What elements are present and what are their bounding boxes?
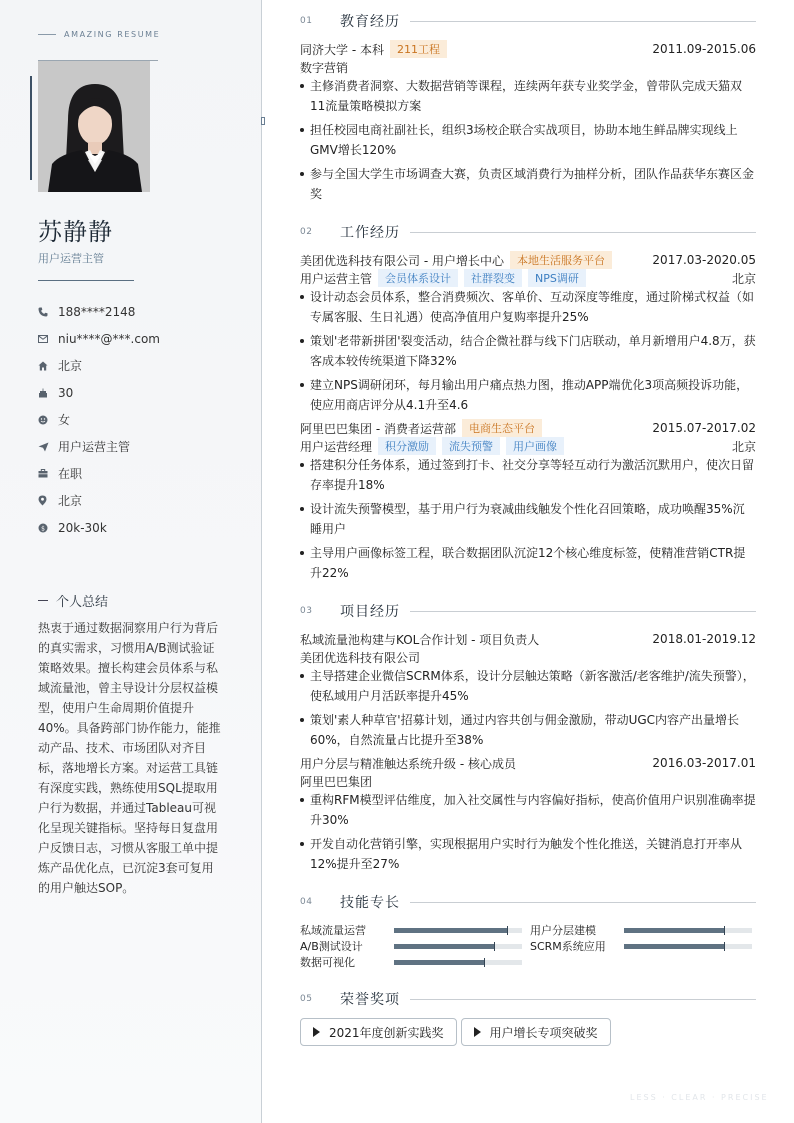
person-name: 苏静静 — [38, 218, 113, 246]
role-name: 用户运营主管 — [300, 271, 373, 286]
skill-bar-cap — [724, 926, 725, 935]
skill-bar — [394, 960, 522, 965]
summary-heading — [38, 591, 108, 610]
section-honors-header — [300, 989, 756, 1009]
profile-photo — [38, 60, 150, 192]
project-org: 美团优选科技有限公司 — [300, 651, 421, 665]
send-icon — [38, 442, 58, 452]
work-1-header-row — [300, 251, 756, 269]
skill-bar — [394, 928, 522, 933]
award-label: 2021年度创新实践奖 — [329, 1025, 444, 1040]
contact-info-list — [38, 298, 160, 541]
work-1-role-row — [300, 269, 756, 287]
skill-name: 用户分层建模 — [530, 924, 596, 937]
major: 数字营销 — [300, 61, 349, 75]
skill-item — [530, 938, 606, 954]
work-2-header-row — [300, 419, 756, 437]
company-name: 阿里巴巴集团 - 消费者运营部 — [300, 421, 456, 436]
phone-text[interactable]: 188****2148 — [58, 304, 136, 319]
info-home — [38, 352, 160, 379]
section-number: 04 — [300, 897, 313, 907]
footer-tagline: LESS · CLEAR · PRECISE — [630, 1093, 769, 1102]
skill-tag: NPS调研 — [528, 269, 586, 287]
skill-tag: 用户画像 — [506, 437, 564, 455]
work-1-bullets — [300, 287, 756, 419]
project-1-bullets — [300, 666, 756, 754]
project-2-bullets — [300, 790, 756, 878]
company-tag: 本地生活服务平台 — [510, 251, 612, 269]
list-item: 开发自动化营销引擎，实现根据用户实时行为触发个性化推送，关键消息打开率从12%提升至27% — [300, 834, 756, 874]
role-name: 用户运营经理 — [300, 439, 373, 454]
section-education-header — [300, 11, 756, 31]
salary-text: 20k-30k — [58, 520, 107, 535]
skill-item — [530, 922, 596, 938]
skill-item — [300, 938, 363, 954]
divider — [38, 280, 134, 281]
section-rule — [410, 232, 756, 233]
education-bullets — [300, 76, 756, 208]
play-triangle-icon — [313, 1027, 320, 1037]
photo-accent-bar — [30, 76, 32, 180]
list-item: 主导用户画像标签工程，联合数据团队沉淀12个核心维度标签，使精准营销CTR提升22% — [300, 543, 756, 583]
list-item: 参与全国大学生市场调查大赛，负责区域消费行为抽样分析，团队作品获华东赛区金奖 — [300, 164, 756, 204]
project-name: 用户分层与精准触达系统升级 - 核心成员 — [300, 756, 516, 771]
portrait-illustration — [38, 60, 150, 192]
list-item: 主导搭建企业微信SCRM体系，设计分层触达策略（新客激活/老客维护/流失预警），使私域用户月活跃率提升45% — [300, 666, 756, 706]
work-city: 北京 — [731, 271, 756, 286]
work-date: 2017.03-2020.05 — [652, 253, 756, 267]
skill-bar-fill — [624, 944, 724, 949]
photo-frame — [38, 60, 150, 192]
summary-text: 热衷于通过数据洞察用户行为背后的真实需求，习惯用A/B测试验证策略效果。擅长构建会员体系与私域流量池，曾主导设计分层权益模型，使用户生命周期价值提升40%。具备跨部门协作能力，能推动产品、技术、市场团队对齐目标，落地增长方案。对运营工具链有深度实践，熟练使用SQL提取用户行为数据，并通过Tableau可视化呈现关键指标。坚持每日复盘用户反馈日志，习惯从客服工单中提炼产品优化点，已沉淀3套可复用的用户触达SOP。 — [38, 621, 221, 895]
divider-marker — [261, 117, 265, 125]
skill-bar-fill — [624, 928, 724, 933]
email-text[interactable]: niu****@***.com — [58, 331, 160, 346]
education-date: 2011.09-2015.06 — [652, 42, 756, 56]
cake-icon — [38, 388, 58, 398]
section-number: 02 — [300, 227, 313, 237]
info-age — [38, 379, 160, 406]
section-number: 05 — [300, 994, 313, 1004]
info-target-role — [38, 433, 160, 460]
list-item: 重构RFM模型评估维度，加入社交属性与内容偏好指标，使高价值用户识别准确率提升30% — [300, 790, 756, 830]
briefcase-icon — [38, 469, 58, 478]
job-title: 用户运营主管 — [38, 252, 104, 265]
school-name: 同济大学 - 本科 — [300, 42, 384, 57]
company-name: 美团优选科技有限公司 - 用户增长中心 — [300, 253, 504, 268]
awards-list — [300, 1018, 611, 1046]
skill-tag: 会员体系设计 — [378, 269, 458, 287]
list-item: 搭建积分任务体系，通过签到打卡、社交分享等轻互动行为激活沉默用户，使次日留存率提升18% — [300, 455, 756, 495]
skill-bar — [624, 928, 752, 933]
list-item: 策划'老带新拼团'裂变活动，结合企微社群与线下门店联动，单月新增用户4.8万，获客成本较传统渠道下降32% — [300, 331, 756, 371]
summary-dash — [38, 600, 48, 601]
project-org: 阿里巴巴集团 — [300, 775, 373, 789]
project-name: 私域流量池构建与KOL合作计划 - 项目负责人 — [300, 632, 540, 647]
award-badge — [300, 1018, 457, 1046]
summary-title-text: 个人总结 — [56, 595, 109, 610]
section-rule — [410, 902, 756, 903]
section-number: 01 — [300, 16, 313, 26]
section-work-header — [300, 222, 756, 242]
project-1-header-row — [300, 630, 756, 648]
info-email — [38, 325, 160, 352]
photo-top-line — [38, 60, 158, 61]
phone-icon — [38, 307, 58, 317]
info-phone — [38, 298, 160, 325]
skill-tag: 积分激励 — [378, 437, 436, 455]
project-2-header-row — [300, 754, 756, 772]
location-text: 北京 — [58, 494, 83, 508]
section-project-header — [300, 601, 756, 621]
info-salary — [38, 514, 160, 541]
home-icon — [38, 361, 58, 371]
age-text: 30 — [58, 385, 74, 400]
skill-bar-fill — [394, 928, 507, 933]
play-triangle-icon — [474, 1027, 481, 1037]
brand-line — [38, 34, 56, 35]
skill-name: 数据可视化 — [300, 956, 355, 969]
location-pin-icon — [38, 495, 58, 506]
award-label: 用户增长专项突破奖 — [489, 1025, 598, 1040]
section-title: 项目经历 — [340, 604, 400, 620]
skill-tag: 社群裂变 — [464, 269, 522, 287]
education-header-row — [300, 40, 756, 58]
company-tag: 电商生态平台 — [462, 419, 542, 437]
skill-name: A/B测试设计 — [300, 940, 363, 953]
list-item: 担任校园电商社副社长，组织3场校企联合实战项目，协助本地生鲜品牌实现线上GMV增长120% — [300, 120, 756, 160]
list-item: 建立NPS调研闭环，每月输出用户痛点热力图，推动APP端优化3项高频投诉功能，使应用商店评分从4.1升至4.6 — [300, 375, 756, 415]
skill-bar-cap — [507, 926, 508, 935]
money-icon — [38, 523, 58, 533]
list-item: 策划'素人种草官'招募计划，通过内容共创与佣金激励，带动UGC内容产出量增长60%，自然流量占比提升至38% — [300, 710, 756, 750]
work-2-role-row — [300, 437, 756, 455]
brand-text: AMAZING RESUME — [64, 30, 161, 39]
list-item: 设计流失预警模型，基于用户行为衰减曲线触发个性化召回策略，成功唤醒35%沉睡用户 — [300, 499, 756, 539]
skill-bar-cap — [494, 942, 495, 951]
section-title: 教育经历 — [340, 14, 400, 30]
work-date: 2015.07-2017.02 — [652, 421, 756, 435]
work-city: 北京 — [731, 439, 756, 454]
skill-bar — [394, 944, 522, 949]
info-gender — [38, 406, 160, 433]
gender-text: 女 — [58, 413, 71, 427]
section-title: 工作经历 — [340, 225, 400, 241]
section-rule — [410, 21, 756, 22]
skill-bar-fill — [394, 960, 484, 965]
skill-name: 私域流量运营 — [300, 924, 366, 937]
target-role-text: 用户运营主管 — [58, 440, 131, 454]
info-location — [38, 487, 160, 514]
skill-bar — [624, 944, 752, 949]
school-tag: 211工程 — [390, 40, 447, 58]
smile-icon — [38, 415, 58, 425]
project-date: 2018.01-2019.12 — [652, 632, 756, 646]
skill-bar-fill — [394, 944, 494, 949]
section-number: 03 — [300, 606, 313, 616]
skill-item — [300, 954, 355, 970]
brand — [38, 30, 160, 39]
mail-icon — [38, 335, 58, 343]
award-badge — [461, 1018, 611, 1046]
skill-bar-cap — [724, 942, 725, 951]
svg-text:$: $ — [41, 524, 45, 532]
home-text: 北京 — [58, 359, 83, 373]
section-rule — [410, 611, 756, 612]
section-rule — [410, 999, 756, 1000]
section-title: 荣誉奖项 — [340, 992, 400, 1008]
skill-name: SCRM系统应用 — [530, 940, 606, 953]
work-2-bullets — [300, 455, 756, 587]
section-title: 技能专长 — [340, 895, 400, 911]
section-skills-header — [300, 892, 756, 912]
project-date: 2016.03-2017.01 — [652, 756, 756, 770]
skill-tag: 流失预警 — [442, 437, 500, 455]
list-item: 设计动态会员体系，整合消费频次、客单价、互动深度等维度，通过阶梯式权益（如专属客服、生日礼遇）使高净值用户复购率提升25% — [300, 287, 756, 327]
skill-item — [300, 922, 366, 938]
info-status — [38, 460, 160, 487]
status-text: 在职 — [58, 467, 83, 481]
list-item: 主修消费者洞察、大数据营销等课程，连续两年获专业奖学金，曾带队完成天猫双11流量策略模拟方案 — [300, 76, 756, 116]
skill-bar-cap — [484, 958, 485, 967]
sidebar — [0, 0, 262, 1123]
